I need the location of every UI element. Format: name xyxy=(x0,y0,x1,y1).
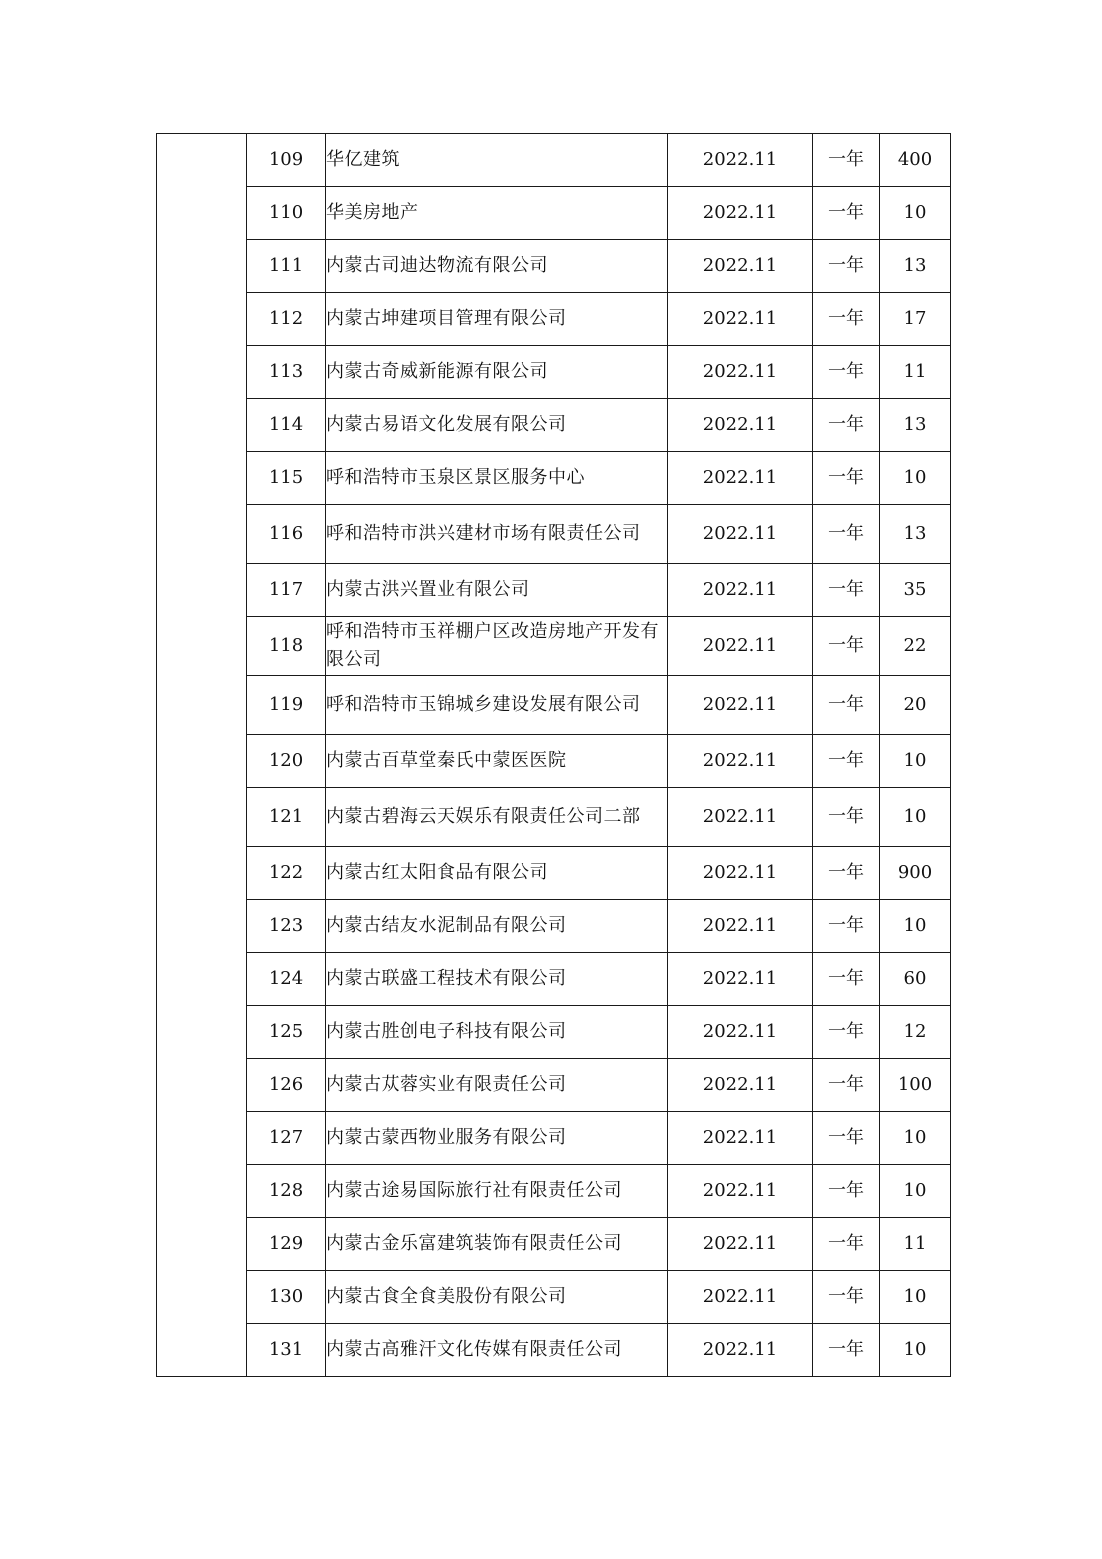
company-name-cell xyxy=(326,900,668,953)
row-number-cell: 111 xyxy=(247,240,326,293)
count-cell: 10 xyxy=(880,1165,951,1218)
row-number-cell: 122 xyxy=(247,847,326,900)
company-name: 内蒙古蒙西物业服务有限公司 xyxy=(326,1127,567,1148)
company-name: 呼和浩特市玉祥棚户区改造房地产开发有限公司 xyxy=(326,621,659,670)
company-name: 华美房地产 xyxy=(326,202,419,223)
company-name: 内蒙古易语文化发展有限公司 xyxy=(326,414,567,435)
term-cell: 一年 xyxy=(813,452,880,505)
company-name: 内蒙古金乐富建筑装饰有限责任公司 xyxy=(326,1233,622,1254)
count-cell: 10 xyxy=(880,788,951,847)
term-cell: 一年 xyxy=(813,847,880,900)
date-cell: 2022.11 xyxy=(668,1006,813,1059)
date-cell: 2022.11 xyxy=(668,953,813,1006)
date-cell: 2022.11 xyxy=(668,399,813,452)
company-name-cell xyxy=(326,953,668,1006)
row-number-cell: 121 xyxy=(247,788,326,847)
table-row xyxy=(157,1271,951,1324)
term-cell: 一年 xyxy=(813,1112,880,1165)
count-cell: 10 xyxy=(880,1112,951,1165)
company-name-cell xyxy=(326,847,668,900)
term-cell: 一年 xyxy=(813,953,880,1006)
date-cell: 2022.11 xyxy=(668,617,813,676)
date-cell: 2022.11 xyxy=(668,847,813,900)
company-name: 呼和浩特市玉泉区景区服务中心 xyxy=(326,467,585,488)
count-cell: 100 xyxy=(880,1059,951,1112)
company-name-cell xyxy=(326,617,668,676)
company-name: 内蒙古红太阳食品有限公司 xyxy=(326,862,548,883)
company-name-cell xyxy=(326,788,668,847)
date-cell: 2022.11 xyxy=(668,1271,813,1324)
row-number-cell: 125 xyxy=(247,1006,326,1059)
table-row xyxy=(157,293,951,346)
company-name: 内蒙古奇威新能源有限公司 xyxy=(326,361,548,382)
company-name-cell xyxy=(326,1218,668,1271)
company-name: 内蒙古结友水泥制品有限公司 xyxy=(326,915,567,936)
count-cell: 13 xyxy=(880,240,951,293)
term-cell: 一年 xyxy=(813,735,880,788)
row-number-cell: 109 xyxy=(247,134,326,187)
company-name-cell xyxy=(326,505,668,564)
table-row xyxy=(157,134,951,187)
company-name-cell xyxy=(326,187,668,240)
row-number-cell: 123 xyxy=(247,900,326,953)
company-name-cell xyxy=(326,1112,668,1165)
company-name-cell xyxy=(326,676,668,735)
table-row xyxy=(157,505,951,564)
count-cell: 10 xyxy=(880,452,951,505)
term-cell: 一年 xyxy=(813,293,880,346)
count-cell: 60 xyxy=(880,953,951,1006)
term-cell: 一年 xyxy=(813,1006,880,1059)
company-name-cell xyxy=(326,452,668,505)
row-number-cell: 120 xyxy=(247,735,326,788)
term-cell: 一年 xyxy=(813,240,880,293)
date-cell: 2022.11 xyxy=(668,1112,813,1165)
term-cell: 一年 xyxy=(813,505,880,564)
term-cell: 一年 xyxy=(813,134,880,187)
count-cell: 22 xyxy=(880,617,951,676)
term-cell: 一年 xyxy=(813,1218,880,1271)
date-cell: 2022.11 xyxy=(668,293,813,346)
count-cell: 400 xyxy=(880,134,951,187)
table-row xyxy=(157,788,951,847)
table-row xyxy=(157,847,951,900)
date-cell: 2022.11 xyxy=(668,735,813,788)
table-row xyxy=(157,617,951,676)
company-name: 内蒙古高雅汗文化传媒有限责任公司 xyxy=(326,1339,622,1360)
table-row xyxy=(157,346,951,399)
term-cell: 一年 xyxy=(813,676,880,735)
row-number-cell: 116 xyxy=(247,505,326,564)
count-cell: 10 xyxy=(880,735,951,788)
date-cell: 2022.11 xyxy=(668,240,813,293)
company-name-cell xyxy=(326,564,668,617)
term-cell: 一年 xyxy=(813,564,880,617)
company-name-cell xyxy=(326,293,668,346)
term-cell: 一年 xyxy=(813,1059,880,1112)
date-cell: 2022.11 xyxy=(668,900,813,953)
date-cell: 2022.11 xyxy=(668,187,813,240)
company-name: 内蒙古百草堂秦氏中蒙医医院 xyxy=(326,750,567,771)
company-table xyxy=(156,133,951,1377)
date-cell: 2022.11 xyxy=(668,788,813,847)
term-cell: 一年 xyxy=(813,1324,880,1377)
table-row xyxy=(157,1059,951,1112)
term-cell: 一年 xyxy=(813,617,880,676)
row-number-cell: 113 xyxy=(247,346,326,399)
company-name: 内蒙古司迪达物流有限公司 xyxy=(326,255,548,276)
table-body xyxy=(157,134,951,1377)
count-cell: 11 xyxy=(880,346,951,399)
company-name: 内蒙古坤建项目管理有限公司 xyxy=(326,308,567,329)
table-row xyxy=(157,953,951,1006)
category-cell xyxy=(157,134,247,1377)
company-name: 内蒙古洪兴置业有限公司 xyxy=(326,579,530,600)
company-name-cell xyxy=(326,134,668,187)
count-cell: 11 xyxy=(880,1218,951,1271)
count-cell: 10 xyxy=(880,1324,951,1377)
table-row xyxy=(157,900,951,953)
count-cell: 10 xyxy=(880,1271,951,1324)
count-cell: 17 xyxy=(880,293,951,346)
row-number-cell: 130 xyxy=(247,1271,326,1324)
count-cell: 10 xyxy=(880,900,951,953)
table-row xyxy=(157,1324,951,1377)
term-cell: 一年 xyxy=(813,1165,880,1218)
date-cell: 2022.11 xyxy=(668,1059,813,1112)
date-cell: 2022.11 xyxy=(668,564,813,617)
company-name: 华亿建筑 xyxy=(326,149,400,170)
row-number-cell: 115 xyxy=(247,452,326,505)
count-cell: 13 xyxy=(880,505,951,564)
table-row xyxy=(157,1112,951,1165)
count-cell: 10 xyxy=(880,187,951,240)
table-row xyxy=(157,399,951,452)
date-cell: 2022.11 xyxy=(668,1218,813,1271)
company-name-cell xyxy=(326,399,668,452)
date-cell: 2022.11 xyxy=(668,676,813,735)
table-row xyxy=(157,1218,951,1271)
company-name: 内蒙古碧海云天娱乐有限责任公司二部 xyxy=(326,806,641,827)
company-name-cell xyxy=(326,346,668,399)
term-cell: 一年 xyxy=(813,900,880,953)
company-name-cell xyxy=(326,1324,668,1377)
row-number-cell: 119 xyxy=(247,676,326,735)
count-cell: 20 xyxy=(880,676,951,735)
company-name-cell xyxy=(326,735,668,788)
table-row xyxy=(157,1165,951,1218)
count-cell: 12 xyxy=(880,1006,951,1059)
row-number-cell: 128 xyxy=(247,1165,326,1218)
company-name-cell xyxy=(326,1165,668,1218)
date-cell: 2022.11 xyxy=(668,346,813,399)
company-name: 内蒙古联盛工程技术有限公司 xyxy=(326,968,567,989)
company-name: 内蒙古途易国际旅行社有限责任公司 xyxy=(326,1180,622,1201)
date-cell: 2022.11 xyxy=(668,1165,813,1218)
count-cell: 35 xyxy=(880,564,951,617)
date-cell: 2022.11 xyxy=(668,1324,813,1377)
term-cell: 一年 xyxy=(813,187,880,240)
table-row xyxy=(157,452,951,505)
company-name-cell xyxy=(326,240,668,293)
term-cell: 一年 xyxy=(813,788,880,847)
date-cell: 2022.11 xyxy=(668,134,813,187)
company-name: 内蒙古胜创电子科技有限公司 xyxy=(326,1021,567,1042)
date-cell: 2022.11 xyxy=(668,505,813,564)
row-number-cell: 112 xyxy=(247,293,326,346)
table-row xyxy=(157,240,951,293)
row-number-cell: 129 xyxy=(247,1218,326,1271)
row-number-cell: 127 xyxy=(247,1112,326,1165)
company-name: 内蒙古食全食美股份有限公司 xyxy=(326,1286,567,1307)
row-number-cell: 117 xyxy=(247,564,326,617)
company-name-cell xyxy=(326,1059,668,1112)
row-number-cell: 124 xyxy=(247,953,326,1006)
company-name-cell xyxy=(326,1271,668,1324)
table-row xyxy=(157,564,951,617)
count-cell: 13 xyxy=(880,399,951,452)
term-cell: 一年 xyxy=(813,346,880,399)
term-cell: 一年 xyxy=(813,399,880,452)
term-cell: 一年 xyxy=(813,1271,880,1324)
row-number-cell: 118 xyxy=(247,617,326,676)
row-number-cell: 114 xyxy=(247,399,326,452)
table-row xyxy=(157,676,951,735)
table-row xyxy=(157,1006,951,1059)
company-name-cell xyxy=(326,1006,668,1059)
row-number-cell: 126 xyxy=(247,1059,326,1112)
company-name: 呼和浩特市洪兴建材市场有限责任公司 xyxy=(326,523,641,544)
date-cell: 2022.11 xyxy=(668,452,813,505)
table-row xyxy=(157,187,951,240)
count-cell: 900 xyxy=(880,847,951,900)
row-number-cell: 110 xyxy=(247,187,326,240)
company-name: 呼和浩特市玉锦城乡建设发展有限公司 xyxy=(326,694,641,715)
row-number-cell: 131 xyxy=(247,1324,326,1377)
table-row xyxy=(157,735,951,788)
company-name: 内蒙古苁蓉实业有限责任公司 xyxy=(326,1074,567,1095)
